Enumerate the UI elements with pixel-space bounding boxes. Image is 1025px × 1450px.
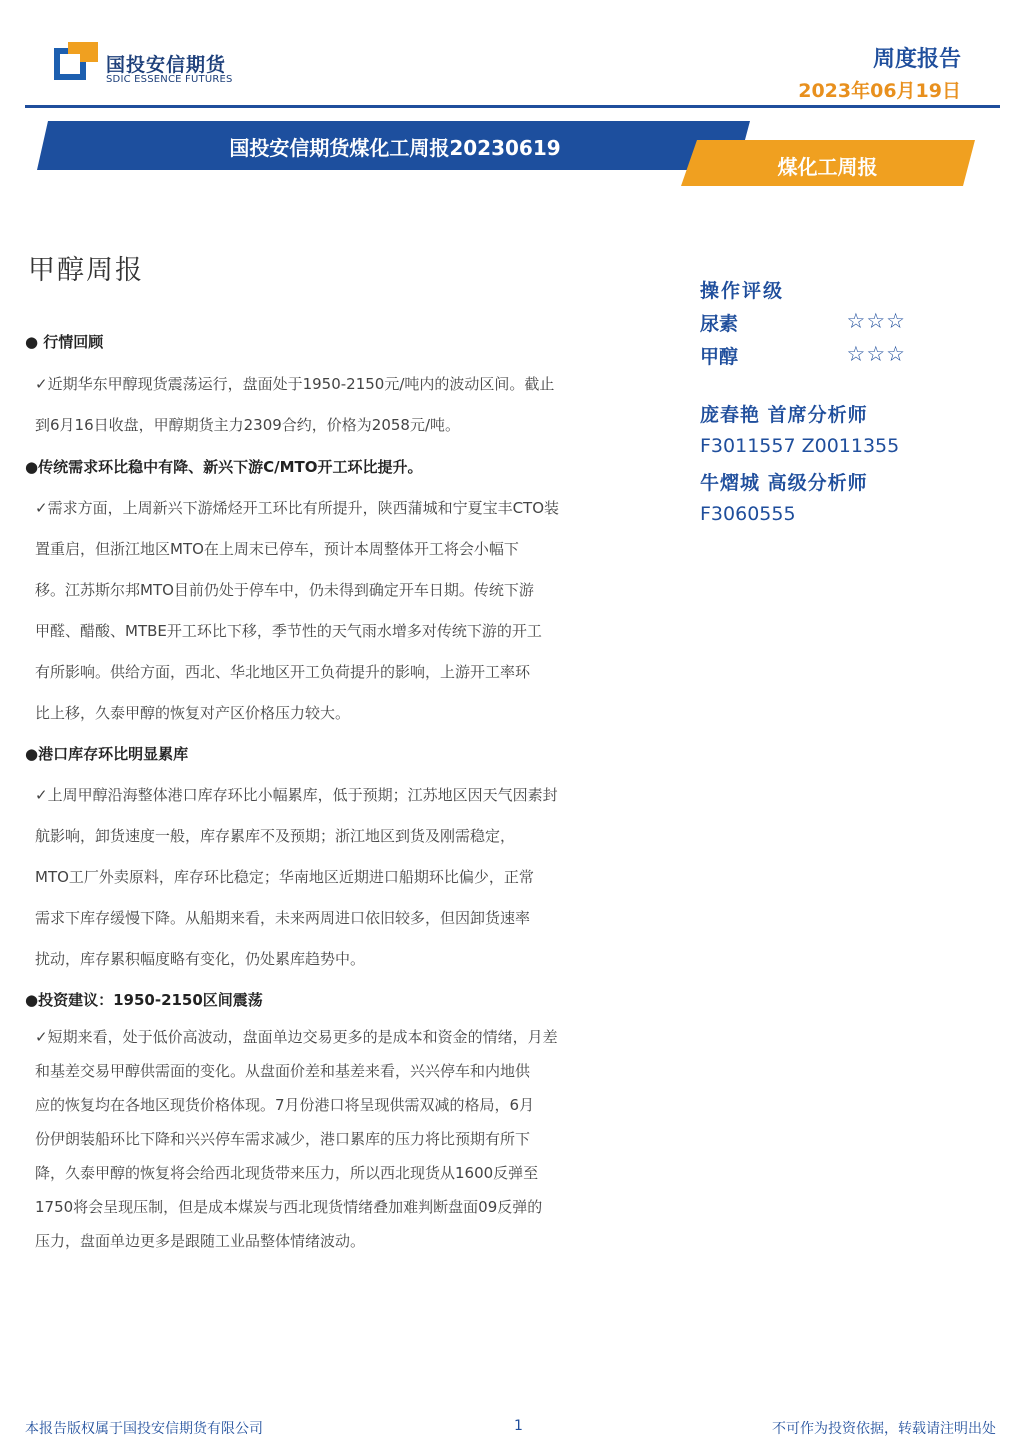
- report-body: [25, 320, 615, 1258]
- paragraph-line: 置重启，但浙江地区MTO在上周末已停车，预计本周整体开工将会小幅下: [35, 540, 519, 558]
- paragraph-line: 航影响，卸货速度一般，库存累库不及预期；浙江地区到货及刚需稳定，: [35, 827, 516, 845]
- paragraph-line: 应的恢复均在各地区现货价格体现。7月份港口将呈现供需双减的格局，6月: [35, 1096, 535, 1114]
- section-heading: ●传统需求环比稳中有降、新兴下游C/MTO开工环比提升。: [25, 458, 423, 476]
- analyst-2-name: 牛熠城 高级分析师: [700, 472, 868, 494]
- rating-title: 操作评级: [700, 280, 785, 302]
- paragraph-line: 需求下库存缓慢下降。从船期来看，未来两周进口依旧较多，但因卸货速率: [35, 909, 531, 927]
- footer-page-number: 1: [514, 1418, 523, 1434]
- paragraph-line: ✓近期华东甲醇现货震荡运行，盘面处于1950-2150元/吨内的波动区间。截止: [35, 375, 555, 393]
- section-investment-advice: [25, 980, 615, 1258]
- banner-tag: 煤化工周报: [777, 155, 878, 179]
- rating-item-name: 甲醇: [700, 346, 739, 368]
- analyst-1-license: F3011557 Z0011355: [700, 435, 900, 457]
- paragraph-line: ✓短期来看，处于低价高波动，盘面单边交易更多的是成本和资金的情绪，月差: [35, 1028, 558, 1046]
- section-heading: ●港口库存环比明显累库: [25, 745, 189, 763]
- paragraph-line: 移。江苏斯尔邦MTO目前仍处于停车中，仍未得到确定开车日期。传统下游: [35, 581, 534, 599]
- report-type: 周度报告: [872, 47, 961, 72]
- paragraph-line: 1750将会呈现压制，但是成本煤炭与西北现货情绪叠加难判断盘面09反弹的: [35, 1198, 543, 1216]
- footer-copyright: 本报告版权属于国投安信期货有限公司: [25, 1421, 263, 1437]
- report-date: 2023年06月19日: [798, 80, 961, 102]
- paragraph-line: ✓上周甲醇沿海整体港口库存环比小幅累库，低于预期；江苏地区因天气因素封: [35, 786, 558, 804]
- paragraph-line: 比上移，久泰甲醇的恢复对产区价格压力较大。: [35, 704, 351, 722]
- section-heading: ● 行情回顾: [25, 333, 104, 351]
- section-inventory: [25, 734, 615, 980]
- rating-item-name: 尿素: [700, 313, 739, 335]
- star-rating-icon: ☆☆☆: [846, 309, 906, 333]
- paragraph-line: 降，久泰甲醇的恢复将会给西北现货带来压力，所以西北现货从1600反弹至: [35, 1164, 539, 1182]
- footer-disclaimer: 不可作为投资依据，转载请注明出处: [772, 1421, 996, 1437]
- section-heading: ●投资建议：1950-2150区间震荡: [25, 991, 263, 1009]
- rating-row-urea: [700, 309, 910, 337]
- section-demand: [25, 446, 615, 734]
- paragraph-line: ✓需求方面，上周新兴下游烯烃开工环比有所提升，陕西蒲城和宁夏宝丰CTO装: [35, 499, 560, 517]
- paragraph-line: 到6月16日收盘，甲醇期货主力2309合约，价格为2058元/吨。: [35, 416, 461, 434]
- paragraph-line: MTO工厂外卖原料，库存环比稳定；华南地区近期进口船期环比偏少，正常: [35, 868, 534, 886]
- paragraph-line: 压力，盘面单边更多是跟随工业品整体情绪波动。: [35, 1232, 366, 1250]
- paragraph-line: 扰动，库存累积幅度略有变化，仍处累库趋势中。: [35, 950, 366, 968]
- paragraph-line: 有所影响。供给方面，西北、华北地区开工负荷提升的影响，上游开工率环: [35, 663, 531, 681]
- banner-title: 国投安信期货煤化工周报20230619: [229, 136, 561, 160]
- company-name-cn: 国投安信期货: [106, 54, 227, 76]
- company-name-en: SDIC ESSENCE FUTURES: [106, 74, 233, 85]
- paragraph-line: 份伊朗装船环比下降和兴兴停车需求减少，港口累库的压力将比预期有所下: [35, 1130, 531, 1148]
- section-market-review: [25, 320, 615, 446]
- section-title: 甲醇周报: [28, 255, 144, 286]
- company-logo-icon: [54, 42, 98, 86]
- rating-row-methanol: [700, 342, 910, 370]
- analyst-2-license: F3060555: [700, 503, 796, 525]
- paragraph-line: 和基差交易甲醇供需面的变化。从盘面价差和基差来看，兴兴停车和内地供: [35, 1062, 531, 1080]
- star-rating-icon: ☆☆☆: [846, 342, 906, 366]
- paragraph-line: 甲醛、醋酸、MTBE开工环比下移，季节性的天气雨水增多对传统下游的开工: [35, 622, 542, 640]
- analyst-1-name: 庞春艳 首席分析师: [700, 404, 868, 426]
- header-divider: [25, 105, 1000, 108]
